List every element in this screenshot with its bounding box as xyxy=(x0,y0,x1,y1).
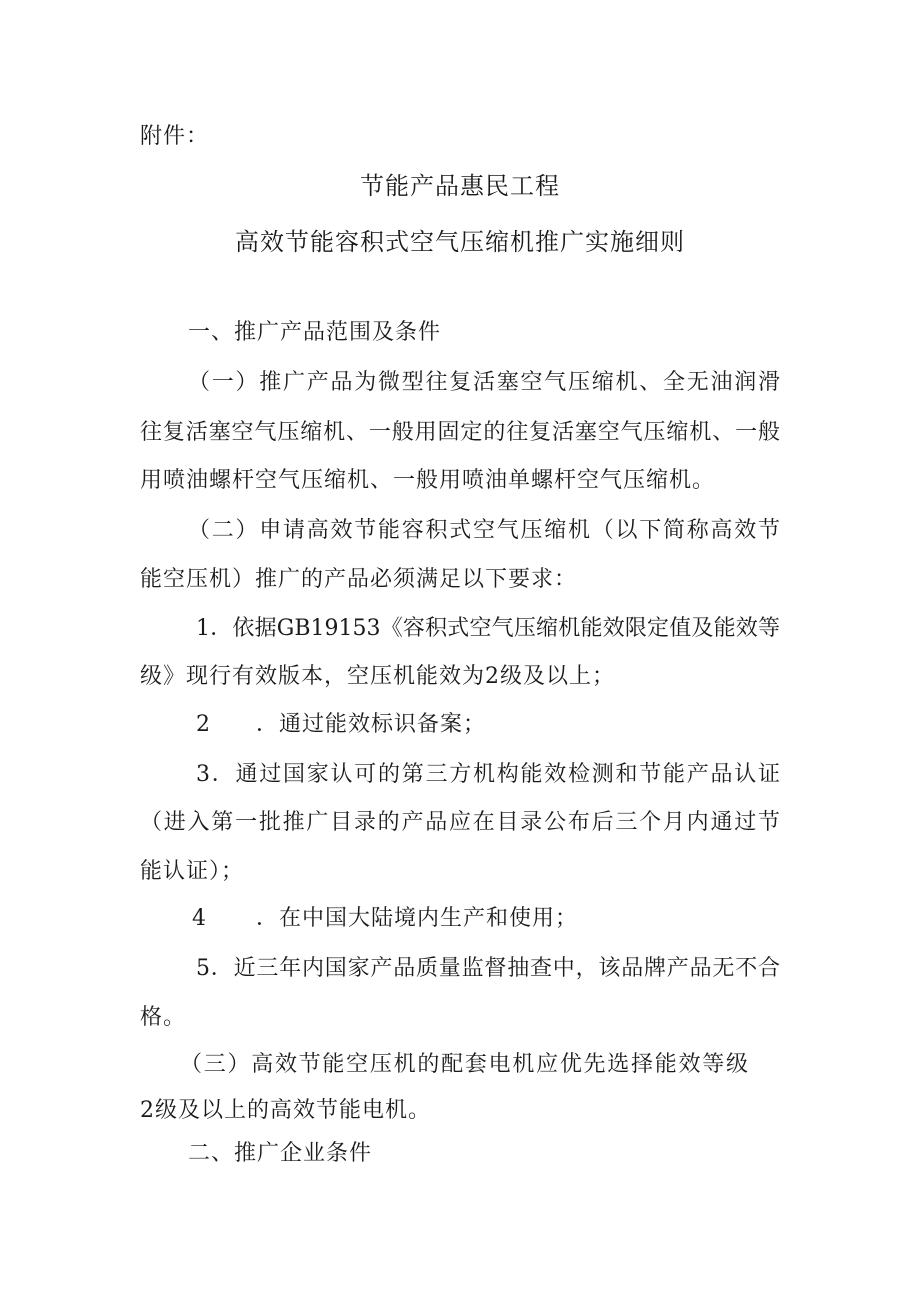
item-4-number: 4 xyxy=(192,906,207,931)
clause-1-line-3: 用喷油螺杆空气压缩机、一般用喷油单螺杆空气压缩机。 xyxy=(140,468,716,493)
title-line-1: 节能产品惠民工程 xyxy=(360,172,560,200)
item-3-line-3: 能认证）； xyxy=(140,859,245,884)
item-1-line-2: 级》现行有效版本，空压机能效为2级及以上； xyxy=(140,664,615,689)
item-2-number: 2 xyxy=(196,712,211,737)
clause-2-line-1: （二）申请高效节能容积式空气压缩机（以下简称高效节 xyxy=(188,518,780,543)
item-5-line-2: 格。 xyxy=(140,1005,187,1030)
title-line-2: 高效节能容积式空气压缩机推广实施细则 xyxy=(235,228,685,256)
item-1-line-1: 1．依据GB19153《容积式空气压缩机能效限定值及能效等 xyxy=(196,616,780,641)
attachment-label: 附件： xyxy=(140,124,210,149)
item-4-text: ．在中国大陆境内生产和使用； xyxy=(256,906,579,931)
clause-1-line-1: （一）推广产品为微型往复活塞空气压缩机、全无油润滑 xyxy=(188,370,780,395)
item-5-line-1: 5．近三年内国家产品质量监督抽查中，该品牌产品无不合 xyxy=(196,956,780,981)
section-2-heading: 二、推广企业条件 xyxy=(188,1141,373,1166)
clause-2-line-2: 能空压机）推广的产品必须满足以下要求： xyxy=(140,567,578,592)
clause-1-line-2: 往复活塞空气压缩机、一般用固定的往复活塞空气压缩机、一般 xyxy=(140,420,780,445)
item-3-line-1: 3．通过国家认可的第三方机构能效检测和节能产品认证 xyxy=(196,762,780,787)
item-3-line-2: （进入第一批推广目录的产品应在目录公布后三个月内通过节 xyxy=(140,810,780,835)
clause-3-line-2: 2级及以上的高效节能电机。 xyxy=(140,1098,431,1123)
clause-3-line-1: （三）高效节能空压机的配套电机应优先选择能效等级 xyxy=(180,1052,748,1077)
section-1-heading: 一、推广产品范围及条件 xyxy=(188,320,442,345)
item-2-text: ．通过能效标识备案； xyxy=(256,712,487,737)
